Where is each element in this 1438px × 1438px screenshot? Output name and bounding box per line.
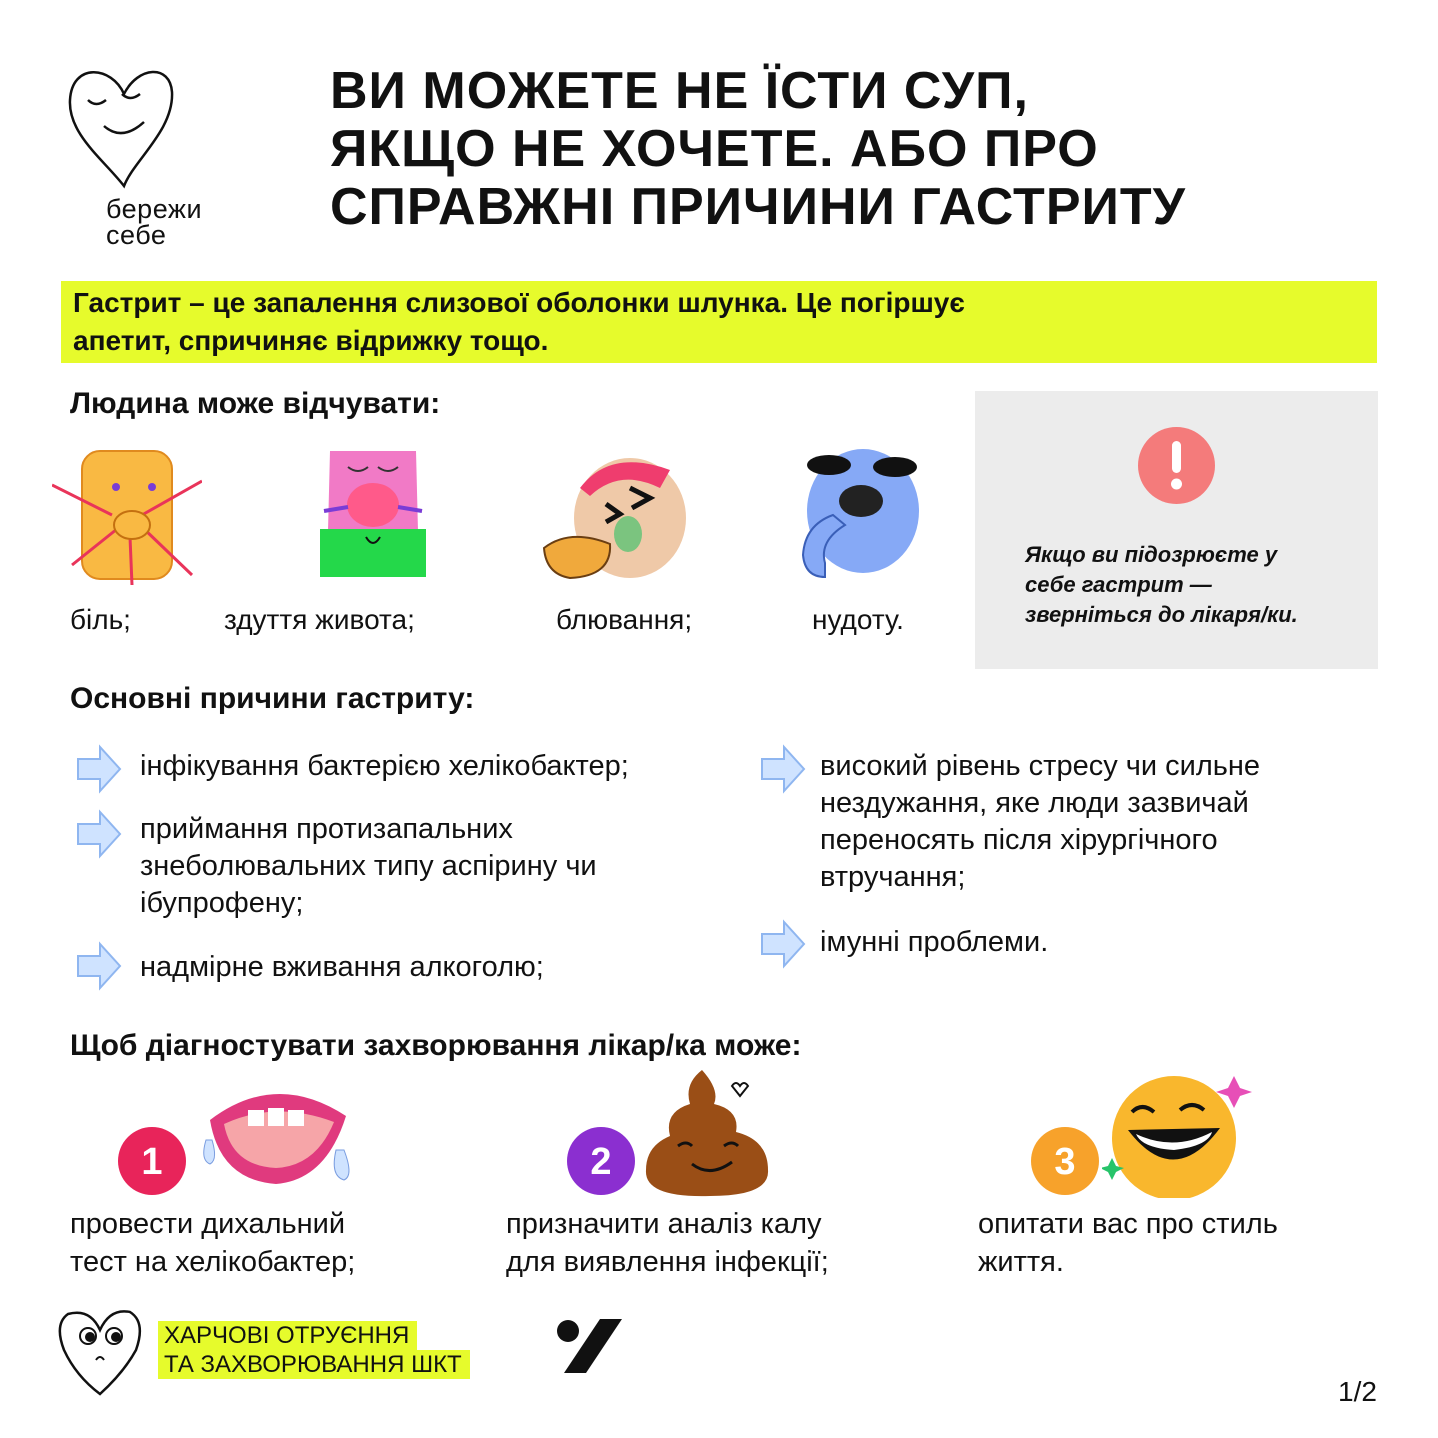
brand-mark-icon (556, 1319, 622, 1373)
page-title: ВИ МОЖЕТЕ НЕ ЇСТИ СУП, ЯКЩО НЕ ХОЧЕТЕ. АБО ПРО СПРАВЖНІ ПРИЧИНИ ГАСТРИТУ (330, 62, 1186, 236)
arrow-right-icon (758, 918, 806, 970)
logo-wordmark: бережи себе (106, 194, 203, 250)
symptom-nausea-label: нудоту. (812, 604, 904, 635)
diagnosis-item-label: провести дихальний тест на хелікобактер; (70, 1208, 356, 1278)
cause-item: імунні проблеми. (820, 926, 1049, 958)
arrow-right-icon (74, 808, 122, 860)
diagnosis-item-label: призначити аналіз калу для виявлення інфекції; (506, 1208, 829, 1278)
arrow-right-icon (74, 743, 122, 795)
bloating-illustration-icon (298, 445, 448, 585)
svg-text:3: 3 (1054, 1141, 1076, 1183)
nausea-illustration-icon (785, 445, 935, 585)
cause-item: надмірне вживання алкоголю; (140, 951, 544, 983)
symptom-pain-label: біль; (70, 604, 131, 635)
arrow-right-icon (758, 743, 806, 795)
causes-heading: Основні причини гастриту: (70, 682, 475, 715)
poop-illustration-icon (640, 1070, 780, 1200)
laughing-face-illustration-icon (1102, 1072, 1252, 1198)
cause-item: високий рівень стресу чи сильне нездужання, яке люди зазвичай переносять після хірургічного втручання; (820, 750, 1260, 893)
heart-logo-icon (66, 60, 178, 190)
symptom-vomiting-label: блювання; (556, 604, 693, 635)
svg-text:2: 2 (590, 1141, 612, 1183)
exclamation-icon (1138, 427, 1215, 504)
number-badge-2 (566, 1126, 636, 1196)
doctor-note-text: Якщо ви підозрюєте у себе гастрит — зверніться до лікаря/ки. (1025, 542, 1298, 627)
number-badge-3 (1030, 1126, 1100, 1196)
page-number: 1/2 (1338, 1376, 1377, 1407)
symptoms-heading: Людина може відчувати: (70, 387, 441, 420)
cause-item: інфікування бактерією хелікобактер; (140, 750, 629, 782)
cause-item: приймання протизапальних знеболювальних типу аспірину чи ібупрофену; (140, 813, 597, 919)
diagnosis-item-label: опитати вас про стиль життя. (978, 1208, 1278, 1278)
definition-text: Гастрит – це запалення слизової оболонки шлунка. Це погіршує апетит, спричиняє відрижку тощо. (73, 287, 965, 356)
svg-text:1: 1 (141, 1141, 163, 1183)
number-badge-1 (117, 1126, 187, 1196)
vomiting-illustration-icon (540, 448, 690, 588)
pain-illustration-icon (52, 445, 202, 585)
sad-heart-icon (58, 1306, 142, 1398)
arrow-right-icon (74, 940, 122, 992)
diagnosis-heading: Щоб діагностувати захворювання лікар/ка може: (70, 1029, 802, 1062)
mouth-illustration-icon (196, 1080, 356, 1190)
topic-tag: ХАРЧОВІ ОТРУЄННЯ ТА ЗАХВОРЮВАННЯ ШКТ (158, 1321, 470, 1379)
symptom-bloating-label: здуття живота; (224, 604, 415, 635)
